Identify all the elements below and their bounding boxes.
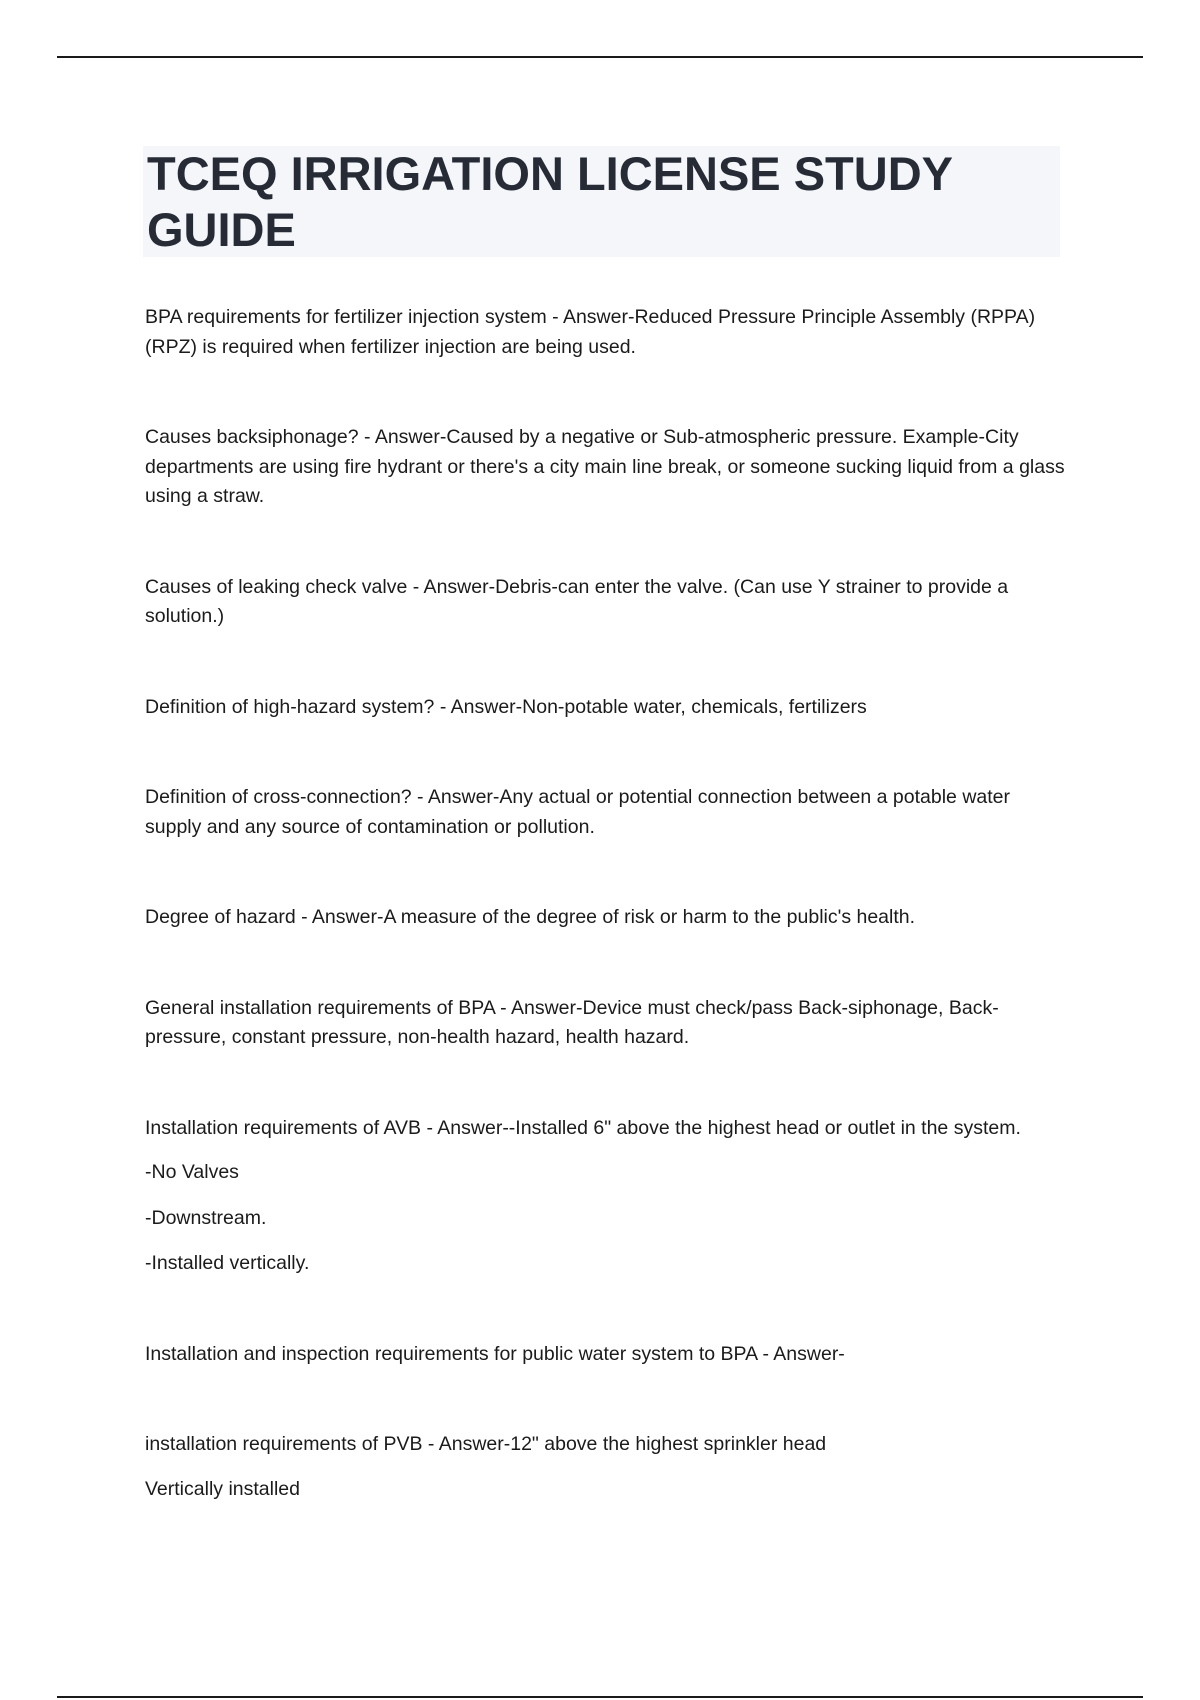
entry-backsiphonage: Causes backsiphonage? - Answer-Caused by a negative or Sub-atmospheric pressure. Example-City departments are using fire hydrant or there's a city main line break, or someone sucking liquid from a glass using a straw.	[145, 426, 1065, 507]
entry-high-hazard: Definition of high-hazard system? - Answer-Non-potable water, chemicals, fertilizers	[145, 695, 867, 718]
entry-pvb-sub-item: Vertically installed	[145, 1477, 300, 1500]
entry-avb-sub-item: -No Valves	[145, 1161, 239, 1183]
entry-degree-of-hazard: Degree of hazard - Answer-A measure of the degree of risk or harm to the public's health.	[145, 906, 916, 928]
entry-cross-connection: Definition of cross-connection? - Answer-Any actual or potential connection between a potable water supply and any source of contamination or pollution.	[145, 786, 1010, 838]
page-title: TCEQ IRRIGATION LICENSE STUDY GUIDE	[147, 147, 953, 256]
entry-avb-sub-item: -Downstream.	[145, 1206, 267, 1229]
bottom-rule	[57, 1696, 1143, 1698]
entry-bpa-general-install: General installation requirements of BPA - Answer-Device must check/pass Back-siphonage, Back-pressure, constant pressure, non-health hazard, health hazard.	[145, 996, 999, 1048]
study-guide-content	[145, 303, 1065, 1504]
entry-public-water-bpa: Installation and inspection requirements for public water system to BPA - Answer-	[145, 1342, 845, 1365]
entry-pvb-install: installation requirements of PVB - Answer-12" above the highest sprinkler head	[145, 1433, 827, 1455]
entry-avb-install: Installation requirements of AVB - Answer--Installed 6" above the highest head or outlet in the system.	[145, 1116, 1021, 1139]
top-rule	[57, 56, 1143, 58]
entry-bpa-fertilizer: BPA requirements for fertilizer injection system - Answer-Reduced Pressure Principle Assembly (RPPA) (RPZ) is required when fertilizer injection are being used.	[145, 306, 1036, 358]
entry-leaking-check-valve: Causes of leaking check valve - Answer-Debris-can enter the valve. (Can use Y strainer to provide a solution.)	[145, 575, 1009, 627]
entry-avb-sub-item: -Installed vertically.	[145, 1252, 310, 1274]
